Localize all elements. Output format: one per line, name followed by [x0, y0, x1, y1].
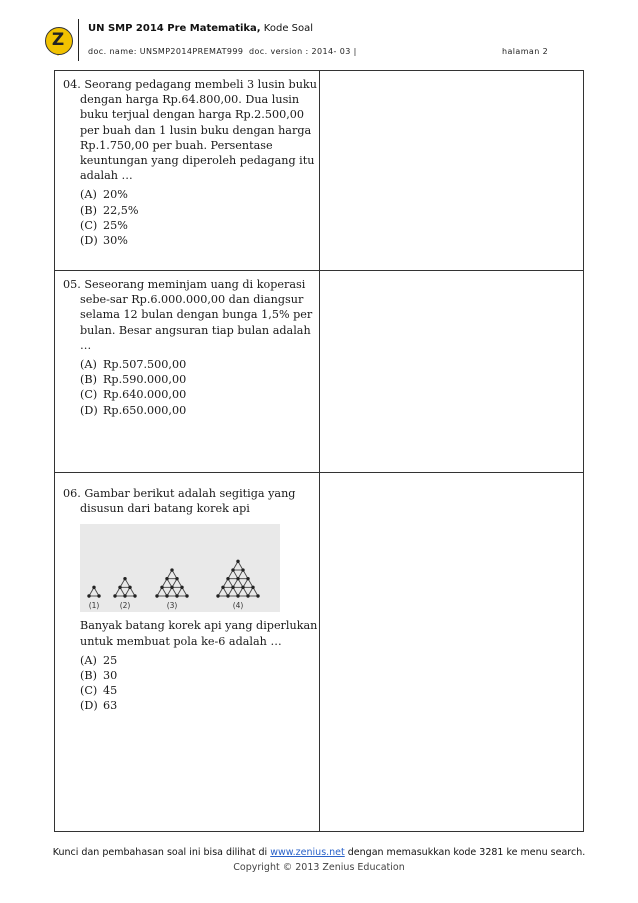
option-d [80, 403, 318, 418]
match-head [251, 586, 254, 589]
match-head [175, 577, 178, 580]
match-head [246, 595, 249, 598]
option-a [80, 653, 318, 668]
option-label: (A) [80, 188, 97, 202]
match-head [241, 586, 244, 589]
option-text: Rp.650.000,00 [103, 403, 187, 417]
answer-options [63, 653, 318, 714]
match-head [236, 577, 239, 580]
option-text: 30% [103, 234, 128, 248]
option-text: 25% [103, 218, 128, 232]
option-b [80, 203, 318, 218]
header-divider [78, 19, 79, 61]
matchstick-triangles-figure [80, 524, 280, 612]
question-stem: 06. Gambar berikut adalah segitiga yang disusun dari batang korek api [63, 487, 296, 516]
match-head [155, 595, 158, 598]
option-text: 22,5% [103, 203, 139, 217]
option-a [80, 357, 318, 372]
question-stem: 04. Seorang pedagang membeli 3 lusin buku dengan harga Rp.64.800,00. Dua lusin buku terjual dengan harga Rp.2.500,00 per buah dan 1 lusin buku dengan harga Rp.1.750,00 per buah. Persentase keuntungan yang diperoleh pedagang itu adalah … [63, 78, 317, 183]
page-header [0, 0, 638, 70]
pattern-label: (3) [166, 601, 178, 611]
match-head [256, 595, 259, 598]
match-head [226, 577, 229, 580]
match-head [165, 577, 168, 580]
column-divider [319, 70, 320, 832]
pattern-label: (2) [119, 601, 131, 611]
match-head [170, 586, 173, 589]
match-head [236, 595, 239, 598]
match-head [241, 569, 244, 572]
matchstick-triangles-drawing [80, 524, 280, 612]
match-head [118, 586, 121, 589]
option-text: 30 [103, 669, 118, 683]
match-head [97, 595, 100, 598]
match-head [231, 569, 234, 572]
option-label: (D) [80, 403, 98, 417]
option-b [80, 372, 318, 387]
triangle-pattern-2 [113, 577, 136, 610]
triangle-pattern-1 [87, 586, 100, 610]
option-label: (C) [80, 684, 98, 698]
match-head [185, 595, 188, 598]
match-head [92, 586, 95, 589]
option-text: Rp.590.000,00 [103, 373, 187, 387]
row-divider [54, 270, 584, 271]
doc-title [88, 23, 313, 34]
option-text: 45 [103, 684, 118, 698]
triangle-pattern-3 [155, 569, 188, 611]
option-c [80, 387, 318, 402]
question-06 [63, 486, 318, 714]
option-text: Rp.507.500,00 [103, 358, 187, 372]
question-prompt: Banyak batang korek api yang diperlukan untuk membuat pola ke-6 adalah … [80, 619, 318, 648]
option-a [80, 187, 318, 202]
match-head [123, 595, 126, 598]
match-head [226, 595, 229, 598]
option-text: 63 [103, 699, 118, 713]
match-head [123, 577, 126, 580]
question-stem: 05. Seseorang meminjam uang di koperasi sebe-sar Rp.6.000.000,00 dan diangsur selama 12 bulan dengan bunga 1,5% per bulan. Besar angsuran tiap bulan adalah … [63, 278, 313, 352]
option-d [80, 698, 318, 713]
option-text: Rp.640.000,00 [103, 388, 187, 402]
question-04 [63, 77, 318, 248]
triangle-pattern-4 [216, 560, 259, 610]
match-head [246, 577, 249, 580]
row-divider [54, 472, 584, 473]
match-head [170, 569, 173, 572]
match-head [175, 595, 178, 598]
match-head [160, 586, 163, 589]
answer-options [63, 187, 318, 248]
doc-version: doc. version : 2014- 03 | [249, 47, 357, 56]
doc-title-bold: UN SMP 2014 Pre Matematika, [88, 23, 261, 34]
pattern-label: (1) [88, 601, 100, 611]
question-05 [63, 277, 318, 418]
match-head [133, 595, 136, 598]
doc-name: doc. name: UNSMP2014PREMAT999 [88, 47, 244, 56]
footer-text-before: Kunci dan pembahasan soal ini bisa dilihat di [52, 847, 271, 858]
option-label: (A) [80, 653, 97, 667]
doc-title-rest: Kode Soal [260, 23, 314, 34]
option-label: (C) [80, 218, 98, 232]
copyright: Copyright © 2013 Zenius Education [233, 862, 405, 873]
option-label: (B) [80, 203, 97, 217]
match-head [180, 586, 183, 589]
option-label: (B) [80, 373, 97, 387]
option-text: 25 [103, 653, 118, 667]
match-head [165, 595, 168, 598]
footer-note [0, 847, 638, 858]
zenius-link[interactable]: www.zenius.net [270, 847, 345, 858]
option-label: (D) [80, 234, 98, 248]
match-head [113, 595, 116, 598]
pattern-label: (4) [232, 601, 244, 611]
match-head [87, 595, 90, 598]
option-label: (B) [80, 669, 97, 683]
option-c [80, 218, 318, 233]
option-label: (D) [80, 699, 98, 713]
footer-text-after: dengan memasukkan kode 3281 ke menu search. [344, 847, 586, 858]
option-label: (C) [80, 388, 98, 402]
match-head [216, 595, 219, 598]
page-number: halaman 2 [502, 47, 549, 56]
option-text: 20% [103, 188, 128, 202]
match-head [236, 560, 239, 563]
option-c [80, 683, 318, 698]
option-label: (A) [80, 358, 97, 372]
match-head [221, 586, 224, 589]
logo-letter: Z [51, 30, 65, 50]
match-head [231, 586, 234, 589]
option-d [80, 233, 318, 248]
option-b [80, 668, 318, 683]
match-head [128, 586, 131, 589]
answer-options [63, 357, 318, 418]
